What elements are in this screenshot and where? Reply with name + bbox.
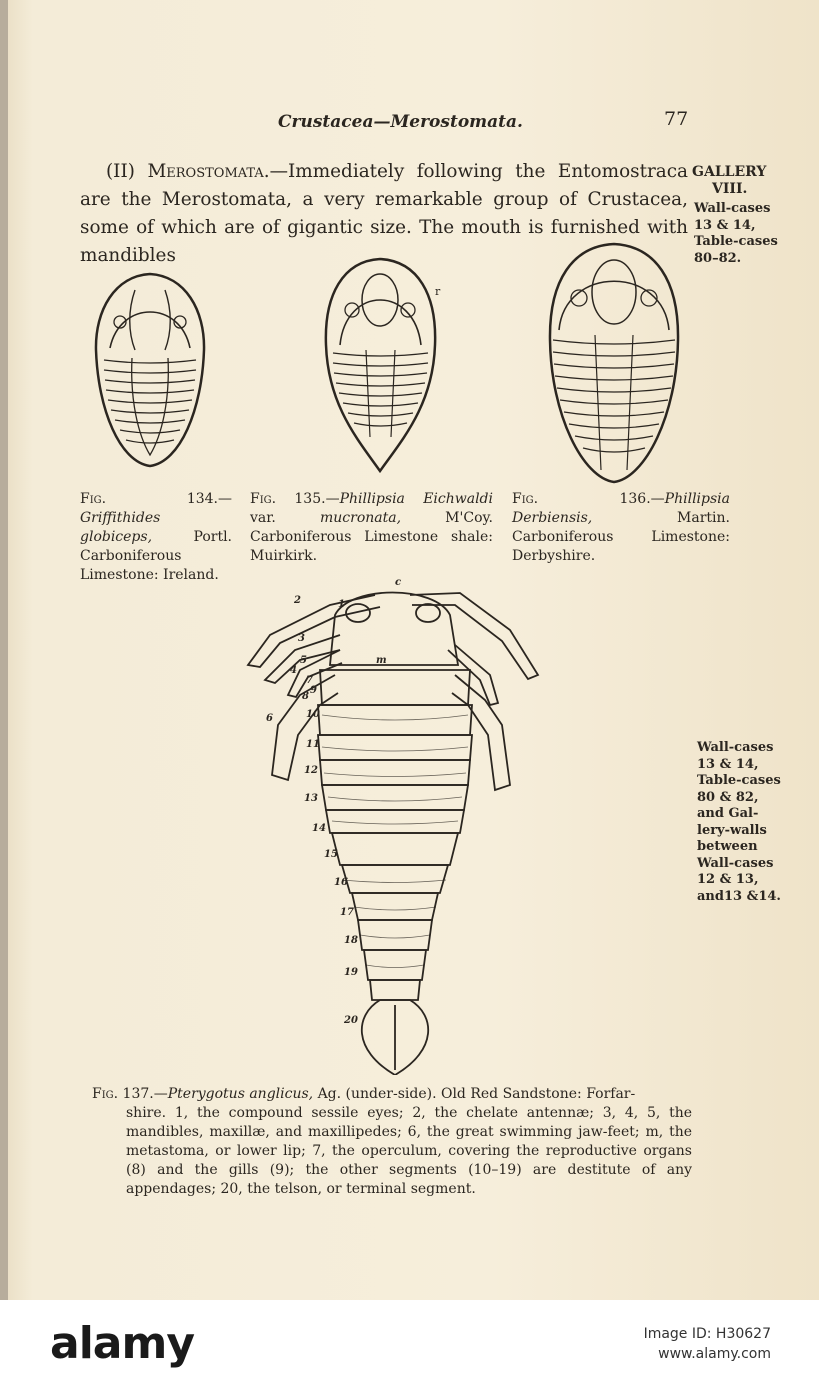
trilobite-figure-136	[545, 240, 683, 485]
label-18: 18	[344, 935, 358, 946]
label-4: 4	[290, 665, 297, 676]
label-6: 6	[266, 713, 273, 724]
label-19: 19	[344, 967, 358, 978]
caption-fig-134: Fig. 134.—Griffithides globiceps, Portl. Carboniferous Limestone: Ireland.	[80, 491, 232, 583]
figure-marker-r: r	[435, 285, 441, 298]
fig-137-species: Pterygotus anglicus,	[167, 1086, 314, 1102]
image-id: Image ID: H30627	[643, 1326, 771, 1342]
fig-135-var: var.	[250, 510, 276, 526]
fig-134-text: Portl. Carboniferous Limestone: Ireland.	[80, 529, 232, 583]
fig-136-species: Phillipsia Derbiensis,	[512, 491, 730, 526]
gallery-number: VIII.	[712, 180, 748, 197]
label-9: 9	[310, 685, 317, 696]
caption-fig-136: Fig. 136.—Phillipsia Derbiensis, Martin. Carboniferous Limestone: Derbyshire.	[512, 491, 730, 564]
margin-note-gallery	[692, 164, 792, 267]
label-3: 3	[298, 633, 305, 644]
label-20: 20	[344, 1015, 358, 1026]
paragraph-text: —Immediately following the Entomostraca are the Merostomata, a very remarkable group of Crustacea, some of which are of gigantic size. The mouth is furnished with mandibles	[80, 161, 688, 266]
label-15: 15	[324, 849, 338, 860]
fig-135-text: M'Coy. Carboniferous Limestone shale: Muirkirk.	[250, 510, 493, 564]
label-2: 2	[294, 595, 301, 606]
page-header	[0, 106, 819, 136]
label-m: m	[376, 655, 387, 666]
trilobite-figure-134	[90, 270, 210, 470]
fig-137-text-b: shire. 1, the compound sessile eyes; 2, the chelate antennæ; 3, 4, 5, the mandibles, maxillæ, and maxillipedes; 6, the great swimming jaw-feet; m, the metastoma, or lower lip; 7, the operculum, covering the reproductive organs (8) and the gills (9); the other segments (10–19) are destitute of any appendages; 20, the telson, or terminal segment.	[126, 1105, 692, 1197]
page-number: 77	[664, 108, 689, 130]
label-10: 10	[306, 709, 320, 720]
fig-135-species: Phillipsia Eichwaldi	[339, 491, 493, 507]
label-16: 16	[334, 877, 348, 888]
label-5: 5	[300, 655, 307, 666]
label-17: 17	[340, 907, 354, 918]
fig-135-label: Fig. 135.	[250, 491, 326, 507]
fig-134-species: Griffithides globiceps,	[80, 510, 161, 545]
alamy-url: www.alamy.com	[658, 1346, 771, 1362]
running-head: Crustacea—Merostomata.	[278, 112, 523, 132]
fig-137-text-a: Ag. (under-side). Old Red Sandstone: Forfar-	[317, 1086, 636, 1102]
fig-137-label: Fig. 137.	[92, 1086, 154, 1102]
section-term: Merostomata.	[147, 161, 270, 182]
label-c: c	[395, 577, 402, 588]
label-11: 11	[306, 739, 320, 750]
trilobite-figure-135	[318, 255, 443, 475]
label-13: 13	[304, 793, 318, 804]
fig-136-text: Martin. Carboniferous Limestone: Derbyshire.	[512, 510, 730, 564]
gallery-label: GALLERY	[692, 164, 767, 180]
margin-note-cases: Wall-cases 13 & 14, Table-cases 80–82.	[694, 201, 778, 266]
label-8: 8	[302, 691, 309, 702]
label-1: 1	[338, 599, 345, 610]
caption-fig-137: Fig. 137.—Pterygotus anglicus, Ag. (under-side). Old Red Sandstone: Forfar- shire. 1, the compound sessile eyes; 2, the chelate antennæ; 3, 4, 5, the mandibles, maxillæ, and maxillipedes; 6, the great swimming jaw-feet; m, the metastoma, or lower lip; 7, the operculum, covering the reproductive organs (8) and the gills (9); the other segments (10–19) are destitute of any appendages; 20, the telson, or terminal segment.	[92, 1086, 692, 1197]
caption-fig-135: Fig. 135.—Phillipsia Eichwaldi var. mucronata, M'Coy. Carboniferous Limestone shale: Muirkirk.	[250, 491, 493, 564]
label-14: 14	[312, 823, 326, 834]
fig-135-variety: mucronata,	[320, 510, 402, 526]
label-12: 12	[304, 765, 318, 776]
page-spine-edge	[0, 0, 8, 1300]
section-number: (II)	[106, 161, 135, 182]
pterygotus-figure-137	[240, 575, 550, 1075]
image-id-block	[644, 1324, 771, 1364]
alamy-logo: alamy	[50, 1318, 194, 1369]
fig-136-label: Fig. 136.	[512, 491, 651, 507]
fig-134-label: Fig. 134.	[80, 491, 218, 507]
label-7: 7	[306, 675, 313, 686]
margin-note-fig137: Wall-cases 13 & 14, Table-cases 80 & 82, and Gal-lery-walls between Wall-cases 12 & 13, and13 &14.	[697, 740, 781, 904]
